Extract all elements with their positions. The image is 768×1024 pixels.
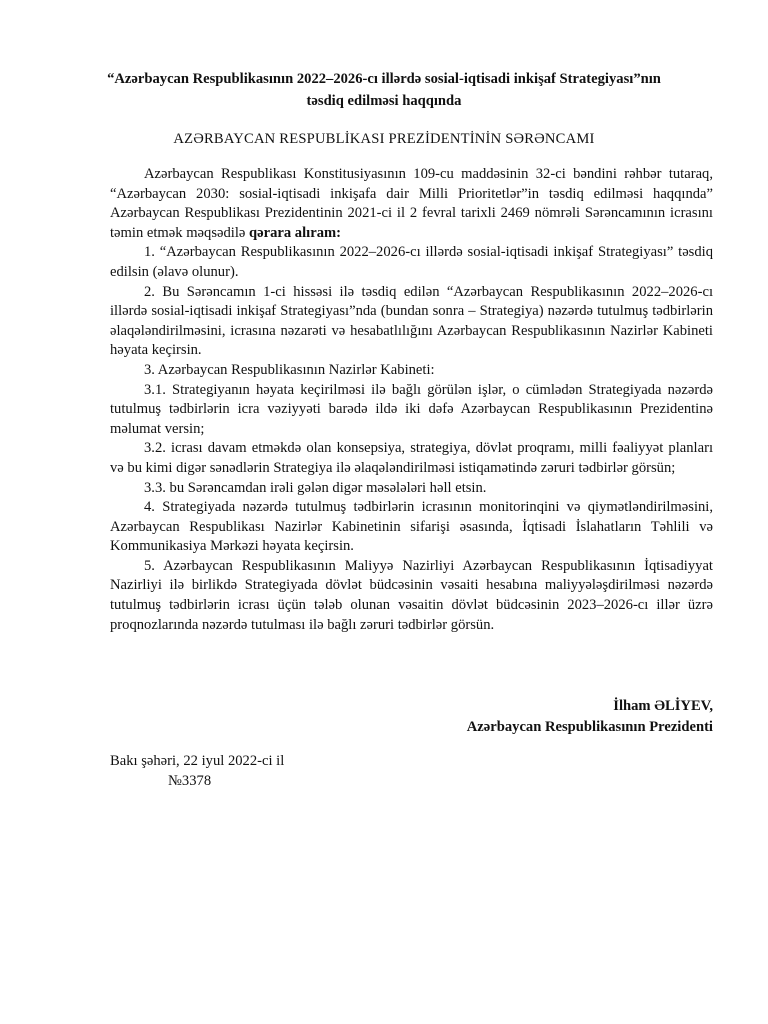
paragraph-3-2: 3.2. icrası davam etməkdə olan konsepsiya, strategiya, dövlət proqramı, milli fəaliyyət planları və bu kimi digər sənədlərin Strategiya ilə əlaqələndirilməsi istiqamətində zəruri tədbirlər görsün; [110, 440, 713, 476]
document-body [110, 165, 713, 635]
paragraph-3-3: 3.3. bu Sərəncamdan irəli gələn digər məsələləri həll etsin. [144, 479, 487, 496]
preamble-text: Azərbaycan Respublikası Konstitusiyasının 109-cu maddəsinin 32-ci bəndini rəhbər tutaraq, “Azərbaycan 2030: sosial-iqtisadi inkişafa dair Milli Prioritetlər”in təsdiq edilməsi haqqında” Azərbaycan Respublikası Prezidentinin 2021-ci il 2 fevral tarixli 2469 nömrəli Sərəncamının icrasını təmin etmək məqsədilə [110, 166, 713, 241]
signatory-name: İlham ƏLİYEV, [613, 698, 713, 714]
paragraph-3: 3. Azərbaycan Respublikasının Nazirlər Kabineti: [144, 361, 435, 378]
paragraph-4: 4. Strategiyada nəzərdə tutulmuş tədbirlərin icrasının monitorinqini və qiymətləndirilməsini, Azərbaycan Respublikası Nazirlər Kabinetinin sifarişi əsasında, İqtisadi İslahatların Təhlili və Kommunikasiya Mərkəzi həyata keçirsin. [110, 499, 713, 555]
paragraph-3-1: 3.1. Strategiyanın həyata keçirilməsi ilə bağlı görülən işlər, o cümlədən Strategiyada nəzərdə tutulmuş tədbirlərin icra vəziyyəti barədə ildə iki dəfə Azərbaycan Respublikasının Prezidentinə məlumat versin; [110, 381, 713, 437]
preamble-paragraph [110, 165, 713, 243]
signature-block [467, 696, 713, 738]
paragraph-2: 2. Bu Sərəncamın 1-ci hissəsi ilə təsdiq edilən “Azərbaycan Respublikasının 2022–2026-cı illərdə sosial-iqtisadi inkişaf Strategiyası”nda (bundan sonra – Strategiya) nəzərdə tutulmuş tədbirlərin əlaqələndirilməsini, icrasına nəzarəti və hesabatlılığını Azərbaycan Respublikasının Nazirlər Kabineti həyata keçirsin. [110, 283, 713, 359]
document-footer [110, 752, 284, 791]
document-number: №3378 [168, 772, 212, 789]
paragraph-1: 1. “Azərbaycan Respublikasının 2022–2026-cı illərdə sosial-iqtisadi inkişaf Strategiyası” təsdiq edilsin (əlavə olunur). [110, 244, 713, 280]
preamble-decision: qərara alıram: [249, 224, 342, 241]
document-heading: AZƏRBAYCAN RESPUBLİKASI PREZİDENTİNİN SƏRƏNCAMI [173, 131, 595, 147]
place-date: Bakı şəhəri, 22 iyul 2022-ci il [110, 753, 285, 769]
paragraph-5: 5. Azərbaycan Respublikasının Maliyyə Nazirliyi Azərbaycan Respublikasının İqtisadiyyat Nazirliyi ilə birlikdə Strategiyada dövlət büdcəsinin vəsaiti hesabına maliyyələşdirilməsi nəzərdə tutulmuş tədbirlərin icrası üçün tələb olunan vəsaitin dövlət büdcəsinin 2023–2026-cı illər üzrə proqnozlarında nəzərdə tutulması ilə bağlı zəruri tədbirlər görsün. [110, 557, 713, 633]
document-title: “Azərbaycan Respublikasının 2022–2026-cı illərdə sosial-iqtisadi inkişaf Strategiyası”nın təsdiq edilməsi haqqında [107, 71, 661, 109]
signatory-position: Azərbaycan Respublikasının Prezidenti [466, 719, 713, 735]
